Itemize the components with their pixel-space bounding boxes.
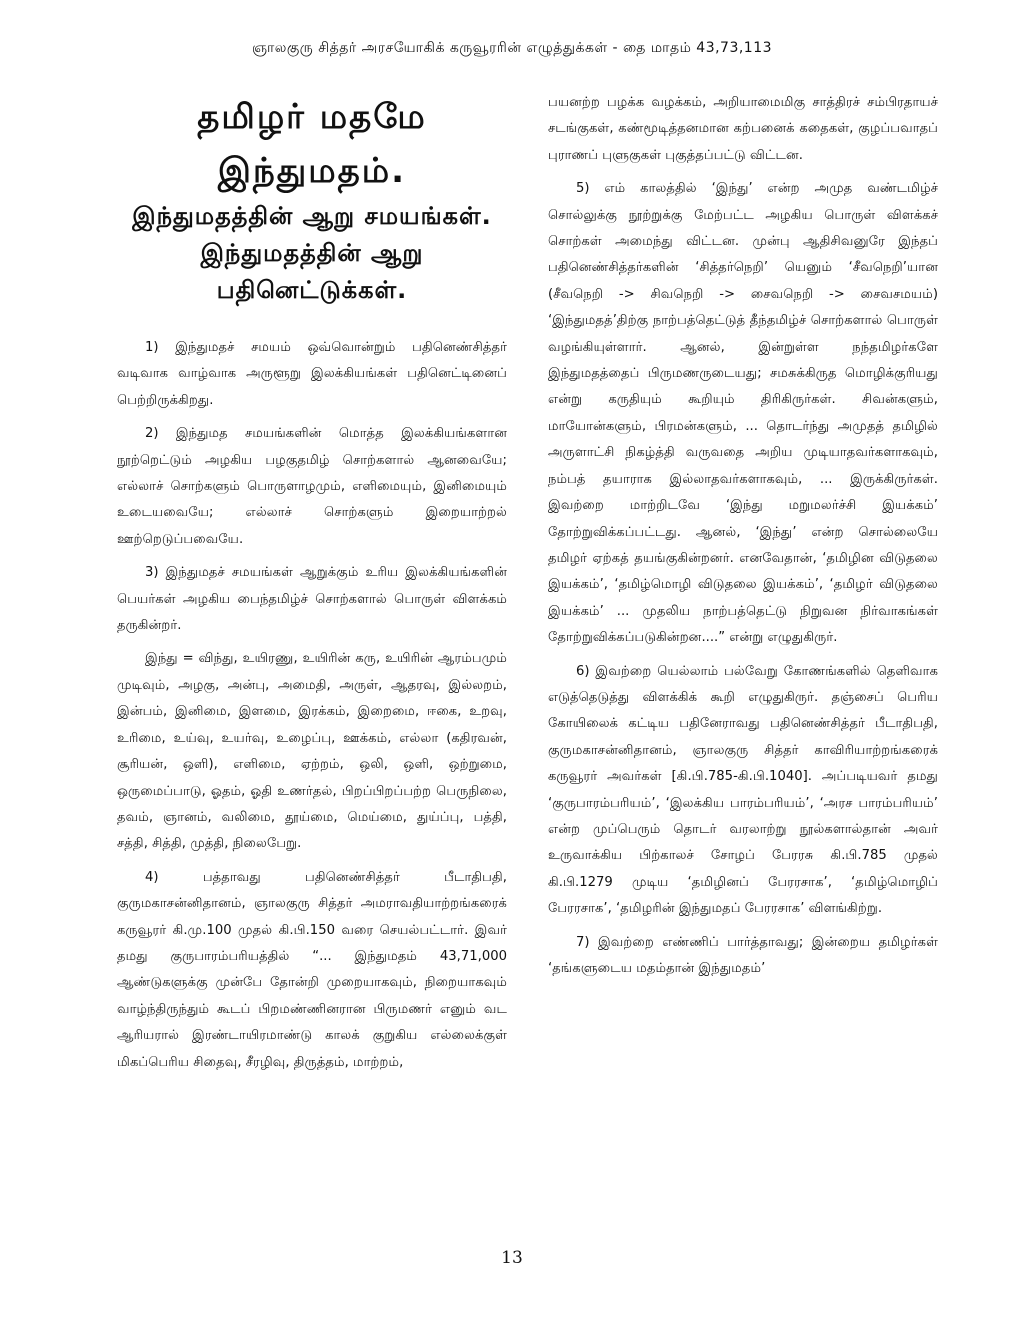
paragraph-2: 2) இந்துமத சமயங்களின் மொத்த இலக்கியங்களான நூற்றெட்டும் அழகிய பழகுதமிழ் சொற்களால் ஆனவையே; எல்லாச் சொற்களும் பொருளாழமும், எளிமையும், இனிமையும் உடையவையே; எல்லாச் சொற்களும் இறையாற்றல் ஊற்றெடுப்பவையே. xyxy=(117,426,507,547)
paragraph-4-continued: பயனற்ற பழக்க வழக்கம், அறியாமைமிகு சாத்திரச் சம்பிரதாயச் சடங்குகள், கண்மூடித்தனமான கற்பனைக் கதைகள், குழப்பவாதப் புராணப் புளுகுகள் புகுத்தப்பட்டு விட்டன. xyxy=(548,95,938,163)
paragraph-1: 1) இந்துமதச் சமயம் ஒவ்வொன்றும் பதினெண்சித்தர் வடிவாக வாழ்வாக அருளூறு இலக்கியங்கள் பதினெட்டினைப் பெற்றிருக்கிறது. xyxy=(117,340,507,408)
page-number: 13 xyxy=(501,1248,523,1268)
title-line-3: இந்துமதத்தின் ஆறு சமயங்கள். xyxy=(132,202,492,230)
title-line-2: இந்துமதம். xyxy=(217,151,407,191)
paragraph-4: 4) பத்தாவது பதினெண்சித்தர் பீடாதிபதி, குருமகாசன்னிதானம், ஞாலகுரு சித்தர் அமராவதியாற்றங்கரைக் கருவூரர் கி.மு.100 முதல் கி.பி.150 வரை செயல்பட்டார். இவர் தமது குருபாரம்பரியத்தில் “... இந்துமதம் 43,71,000 ஆண்டுகளுக்கு முன்பே தோன்றி முறையாகவும், நிறையாகவும் வாழ்ந்திருந்தும் கூடப் பிறமண்ணினரான பிருமணர் எனும் வட ஆரியரால் இரண்டாயிரமாண்டு காலக் குறுகிய எல்லைக்குள் மிகப்பெரிய சிதைவு, சீரழிவு, திருத்தம், மாற்றம், xyxy=(117,869,507,1070)
running-header: ஞாலகுரு சித்தர் அரசயோகிக் கருவூரரின் எழுத்துக்கள் - தை மாதம் 43,73,113 xyxy=(251,40,773,56)
paragraph-6: 6) இவற்றை யெல்லாம் பல்வேறு கோணங்களில் தெளிவாக எடுத்தெடுத்து விளக்கிக் கூறி எழுதுகிருர். தஞ்சைப் பெரிய கோயிலைக் கட்டிய பதினேராவது பதினெண்சித்தர் பீடாதிபதி, குருமகாசன்னிதானம், ஞாலகுரு சித்தர் காவிரியாற்றங்கரைக் கருவூரர் அவர்கள் [கி.பி.785-கி.பி.1040]. அப்படியவர் தமது ‘குருபாரம்பரியம்’, ‘இலக்கிய பாரம்பரியம்’, ‘அரச பாரம்பரியம்’ என்ற முப்பெரும் தொடர் வரலாற்று நூல்களால்தான் அவர் உருவாக்கிய பிற்காலச் சோழப் பேரரசு கி.பி.785 முதல் கி.பி.1279 முடிய ‘தமிழினப் பேரரசாக’, ‘தமிழ்மொழிப் பேரரசாக’, ‘தமிழரின் இந்துமதப் பேரரசாக’ விளங்கிற்று. xyxy=(548,663,938,917)
title-line-1: தமிழர் மதமே xyxy=(197,97,427,137)
paragraph-3: 3) இந்துமதச் சமயங்கள் ஆறுக்கும் உரிய இலக்கியங்களின் பெயர்கள் அழகிய பைந்தமிழ்ச் சொற்களால் பொருள் விளக்கம் தருகின்றர். xyxy=(117,565,507,634)
paragraph-7: 7) இவற்றை எண்ணிப் பார்த்தாவது; இன்றைய தமிழர்கள் ‘தங்களுடைய மதம்தான் இந்துமதம்’ xyxy=(548,934,938,976)
title-line-4: இந்துமதத்தின் ஆறு xyxy=(200,239,424,267)
left-column xyxy=(117,90,507,1083)
title-line-5: பதினெட்டுக்கள். xyxy=(216,276,408,304)
paragraph-hindu-meanings: இந்து = விந்து, உயிரணு, உயிரின் கரு, உயிரின் ஆரம்பமும் முடிவும், அழகு, அன்பு, அமைதி, அருள், ஆதரவு, இல்லறம், இன்பம், இனிமை, இளமை, இரக்கம், இறைமை, ஈகை, உறவு, உரிமை, உய்வு, உயர்வு, உழைப்பு, ஊக்கம், எல்லா (கதிரவன், சூரியன், ஒளி), எளிமை, ஏற்றம், ஒலி, ஒளி, ஒற்றுமை, ஒருமைப்பாடு, ஓதம், ஓதி உணர்தல், பிறப்பிறப்பற்ற பெருநிலை, தவம், ஞானம், வலிமை, தூய்மை, மெய்மை, துய்ப்பு, பத்தி, சத்தி, சித்தி, முத்தி, நிலைபேறு. xyxy=(117,651,507,852)
article-title xyxy=(117,90,507,309)
right-column xyxy=(548,90,938,989)
paragraph-5: 5) எம் காலத்தில் ‘இந்து’ என்ற அமுத வண்டமிழ்ச் சொல்லுக்கு நூற்றுக்கு மேற்பட்ட அழகிய பொருள் விளக்கச் சொற்கள் அமைந்து விட்டன. முன்பு ஆதிசிவனுரே இந்தப் பதினெண்சித்தர்களின் ‘சித்தர்நெறி’ யெனும் ‘சீவநெறி’யான (சீவநெறி -> சிவநெறி -> சைவநெறி -> சைவசமயம்) ‘இந்துமதத்’திற்கு நாற்பத்தெட்டுத் தீந்தமிழ்ச் சொற்களால் பொருள் வழங்கியுள்ளார். ஆனல், இன்றுள்ள நந்தமிழர்களே இந்துமதத்தைப் பிருமணருடையது; சமசுக்கிருத மொழிக்குரியது என்று கருதியும் கூறியும் திரிகிருர்கள். சிவன்களும், மாயோன்களும், பிரமன்களும், ... தொடர்ந்து அமுதத் தமிழில் அருளாட்சி நிகழ்த்தி வருவதை அறிய முடியாதவர்களாகவும், நம்பத் தயாராக இல்லாதவர்களாகவும், ... இருக்கிருர்கள். இவற்றை மாற்றிடவே ‘இந்து மறுமலர்ச்சி இயக்கம்’ தோற்றுவிக்கப்பட்டது. ஆனல், ‘இந்து’ என்ற சொல்லையே தமிழர் ஏற்கத் தயங்குகின்றனர். எனவேதான், ‘தமிழின விடுதலை இயக்கம்’, ‘தமிழ்மொழி விடுதலை இயக்கம்’, ‘தமிழர் விடுதலை இயக்கம்’ ... முதலிய நாற்பத்தெட்டு நிறுவன நிர்வாகங்கள் தோற்றுவிக்கப்படுகின்றன....” என்று எழுதுகிருர். xyxy=(548,181,938,646)
